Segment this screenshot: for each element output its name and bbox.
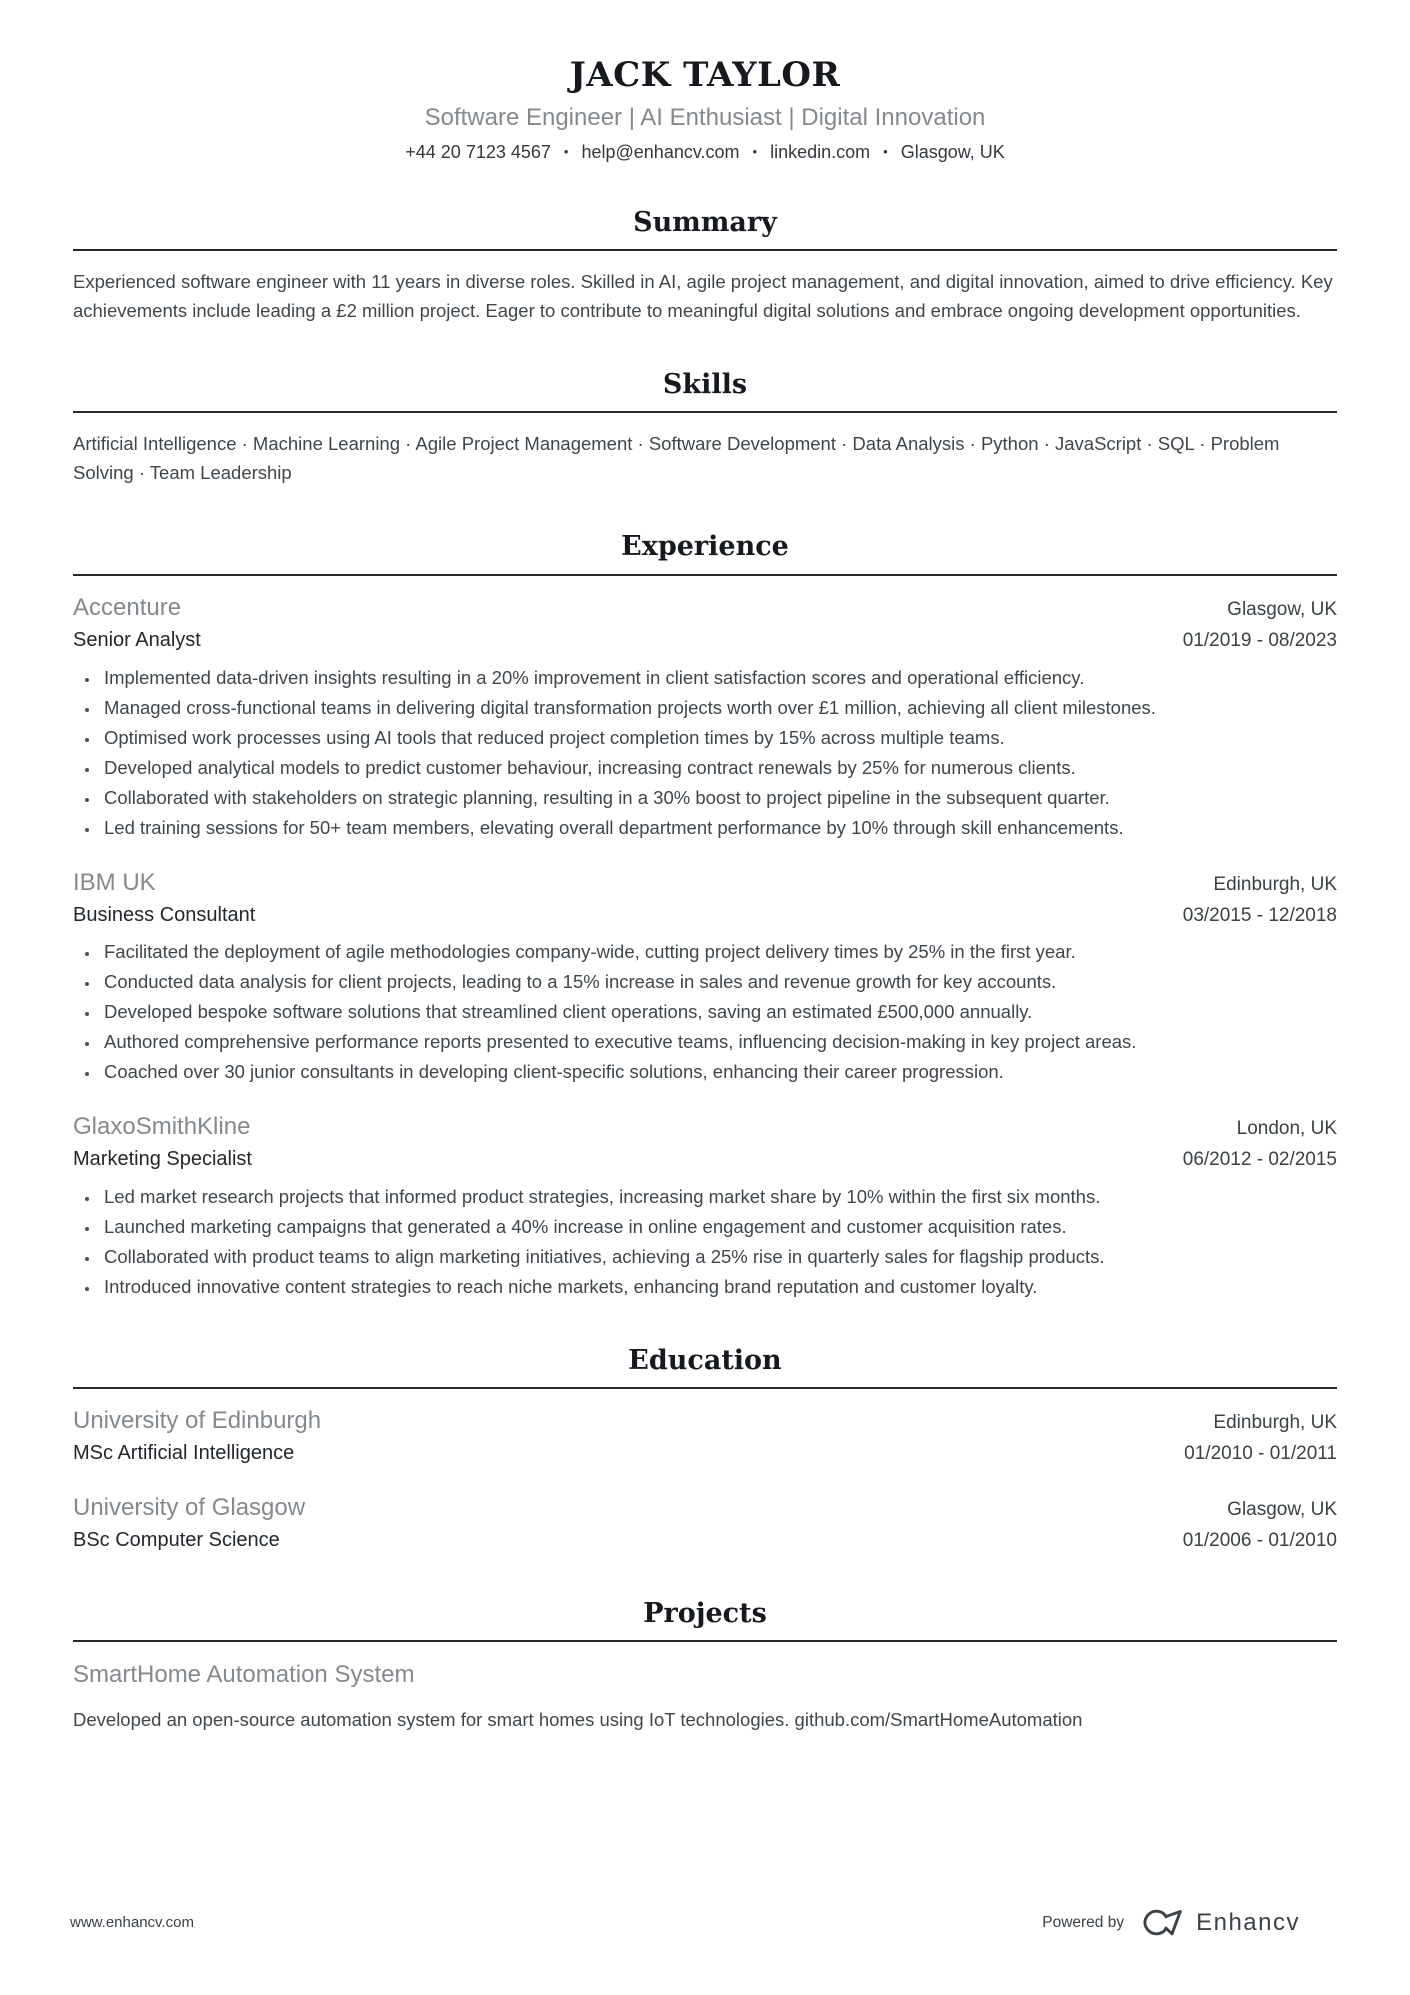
experience-entry-header (73, 868, 1337, 898)
education-title: Education (628, 1344, 782, 1376)
enhancv-brand-link[interactable] (1137, 1906, 1300, 1939)
project-name: SmartHome Automation System (73, 1661, 415, 1689)
job-bullet: • Developed analytical models to predict customer behaviour, increasing contract renewals by 25% for numerous clients. (100, 753, 1337, 782)
contact-location: Glasgow, UK (900, 141, 1005, 162)
degree-name: BSc Computer Science (73, 1529, 280, 1551)
job-bullet: • Introduced innovative content strategies to reach niche markets, enhancing brand reputation and customer loyalty. (100, 1272, 1337, 1301)
job-title: Marketing Specialist (73, 1148, 252, 1171)
bullet-separator-icon (883, 142, 888, 163)
section-projects (73, 1598, 1337, 1734)
project-description: Developed an open-source automation system for smart homes using IoT technologies. github.com/SmartHomeAutomation (73, 1709, 1083, 1731)
section-divider (73, 1387, 1337, 1389)
job-bullet: • Optimised work processes using AI tools that reduced project completion times by 15% across multiple teams. (100, 723, 1337, 752)
job-bullet: • Led training sessions for 50+ team members, elevating overall department performance by 10% through skill enhancements. (100, 813, 1337, 842)
project-entry (73, 1660, 1337, 1734)
section-divider (73, 574, 1337, 576)
contact-linkedin[interactable]: linkedin.com (770, 141, 871, 162)
candidate-name: JACK TAYLOR (569, 55, 841, 95)
job-bullet: • Led market research projects that informed product strategies, increasing market share by 10% within the first six months. (100, 1182, 1337, 1211)
section-divider (73, 1640, 1337, 1642)
job-location: Edinburgh, UK (1213, 873, 1337, 895)
experience-entry-subheader (73, 627, 1337, 654)
section-summary (73, 207, 1337, 325)
skills-title: Skills (662, 369, 748, 401)
contact-email[interactable]: help@enhancv.com (581, 141, 740, 162)
experience-entry-subheader (73, 902, 1337, 929)
skills-list: Artificial Intelligence · Machine Learning · Agile Project Management · Software Development · Data Analysis · Python · JavaScript · SQL · Problem Solving · Team Leadership (73, 433, 1280, 484)
job-bullet: • Coached over 30 junior consultants in developing client-specific solutions, enhancing their career progression. (100, 1057, 1337, 1086)
section-divider (73, 411, 1337, 413)
job-bullet: • Developed bespoke software solutions that streamlined client operations, saving an estimated £500,000 annually. (100, 997, 1337, 1026)
experience-entry-header (73, 593, 1337, 623)
contact-phone: +44 20 7123 4567 (405, 141, 551, 162)
job-bullet-list (73, 937, 1337, 1086)
education-entry-header (73, 1406, 1337, 1436)
company-name: Accenture (73, 593, 182, 621)
experience-entry (73, 1112, 1337, 1301)
section-skills (73, 369, 1337, 487)
job-bullet: • Collaborated with stakeholders on strategic planning, resulting in a 30% boost to project pipeline in the subsequent quarter. (100, 783, 1337, 812)
section-education (73, 1345, 1337, 1554)
job-bullet: • Conducted data analysis for client projects, leading to a 15% increase in sales and revenue growth for key accounts. (100, 967, 1337, 996)
education-entry-subheader (73, 1527, 1337, 1554)
experience-entry (73, 593, 1337, 842)
experience-entry (73, 868, 1337, 1087)
section-divider (73, 249, 1337, 251)
page-footer (70, 1906, 1340, 1939)
contact-row (73, 142, 1337, 163)
summary-title: Summary (633, 206, 777, 238)
job-location: Glasgow, UK (1227, 598, 1337, 620)
job-bullet: • Authored comprehensive performance reports presented to executive teams, influencing decision-making in key project areas. (100, 1027, 1337, 1056)
bullet-separator-icon (753, 142, 758, 163)
job-bullet: • Managed cross-functional teams in delivering digital transformation projects worth over £1 million, achieving all client milestones. (100, 693, 1337, 722)
company-name: GlaxoSmithKline (73, 1113, 251, 1141)
job-location: London, UK (1236, 1118, 1337, 1140)
school-name: University of Glasgow (73, 1494, 306, 1521)
job-title: Senior Analyst (73, 628, 201, 651)
footer-website-link[interactable]: www.enhancv.com (70, 1914, 194, 1931)
job-title: Business Consultant (73, 903, 256, 926)
experience-title: Experience (621, 531, 789, 563)
job-dates: 01/2019 - 08/2023 (1182, 629, 1337, 651)
job-bullet-list (73, 663, 1337, 842)
education-entry (73, 1406, 1337, 1467)
job-bullet: • Facilitated the deployment of agile methodologies company-wide, cutting project delivery times by 25% in the first year. (100, 937, 1337, 966)
powered-by-label: Powered by (1042, 1913, 1125, 1931)
powered-by-group (1042, 1906, 1300, 1939)
job-bullet: • Implemented data-driven insights resulting in a 20% improvement in client satisfaction scores and operational efficiency. (100, 663, 1337, 692)
enhancv-brand-name: Enhancv (1196, 1908, 1300, 1936)
education-entry (73, 1493, 1337, 1554)
degree-dates: 01/2006 - 01/2010 (1182, 1530, 1337, 1551)
school-name: University of Edinburgh (73, 1407, 322, 1435)
degree-name: MSc Artificial Intelligence (73, 1442, 295, 1465)
projects-title: Projects (643, 1597, 767, 1629)
summary-text: Experienced software engineer with 11 years in diverse roles. Skilled in AI, agile project management, and digital innovation, aimed to drive efficiency. Key achievements include leading a £2 million project. Eager to contribute to meaningful digital solutions and embrace ongoing development opportunities. (73, 271, 1333, 322)
job-bullet-list (73, 1182, 1337, 1301)
education-entry-header (73, 1493, 1337, 1523)
experience-entry-subheader (73, 1146, 1337, 1173)
experience-entry-header (73, 1112, 1337, 1142)
enhancv-infinity-logo-icon (1137, 1906, 1185, 1939)
section-experience (73, 531, 1337, 1300)
degree-dates: 01/2010 - 01/2011 (1184, 1443, 1337, 1465)
job-dates: 03/2015 - 12/2018 (1182, 904, 1337, 926)
company-name: IBM UK (73, 868, 156, 896)
resume-header (73, 54, 1337, 163)
school-location: Edinburgh, UK (1213, 1412, 1337, 1434)
job-dates: 06/2012 - 02/2015 (1182, 1149, 1337, 1171)
candidate-tagline: Software Engineer | AI Enthusiast | Digital Innovation (424, 103, 986, 131)
job-bullet: • Collaborated with product teams to align marketing initiatives, achieving a 25% rise in quarterly sales for flagship products. (100, 1242, 1337, 1271)
education-entry-subheader (73, 1440, 1337, 1467)
school-location: Glasgow, UK (1227, 1499, 1337, 1520)
job-bullet: • Launched marketing campaigns that generated a 40% increase in online engagement and customer acquisition rates. (100, 1212, 1337, 1241)
bullet-separator-icon (564, 142, 569, 163)
